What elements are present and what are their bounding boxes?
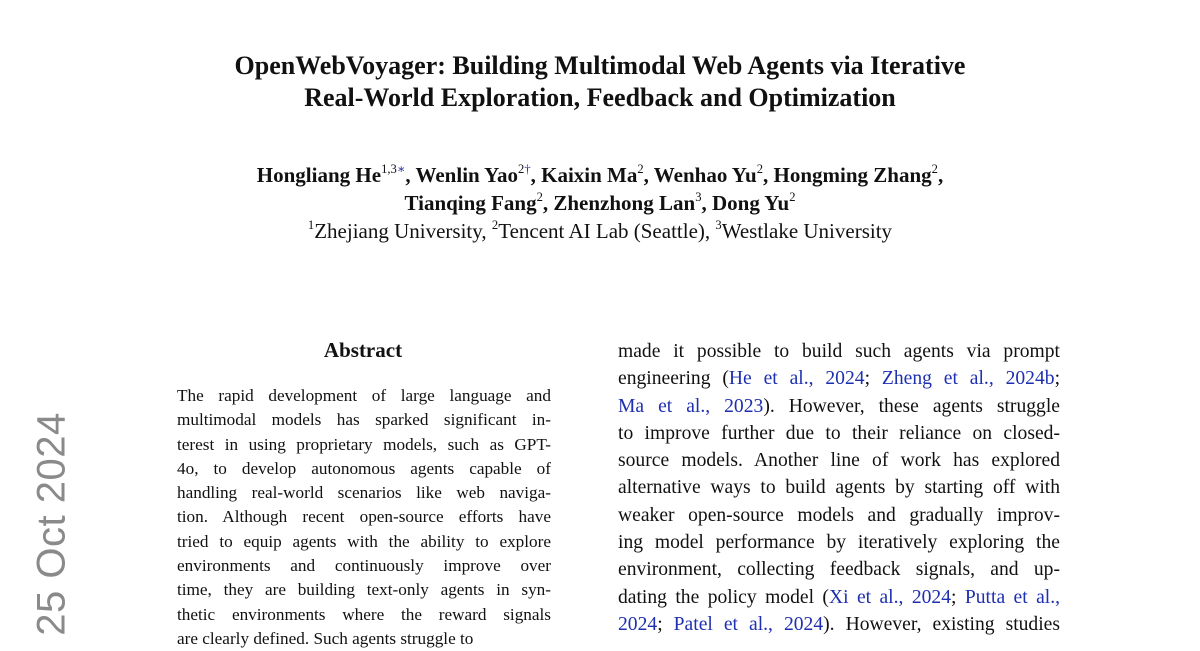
author-name: Wenlin Yao <box>415 163 519 187</box>
intro-text-run: ; <box>951 586 965 608</box>
abstract-line: tried to equip agents with the ability to explore <box>177 531 551 551</box>
affiliations-line <box>150 217 1050 245</box>
author-affiliation-index: 2 <box>536 190 543 205</box>
abstract-body <box>177 384 551 651</box>
abstract-line: time, they are building text-only agents in syn- <box>177 580 551 600</box>
affiliation-index: 1 <box>307 218 315 233</box>
author-affiliation-index: 1,3 <box>381 162 397 177</box>
author-name: Zhenzhong Lan <box>553 191 696 215</box>
paper-title <box>150 50 1050 114</box>
author-affiliation-index: 2 <box>518 162 525 177</box>
intro-text-run: alternative ways to build agents by starting off with <box>618 477 1060 499</box>
affiliation-name: Westlake University <box>721 219 893 243</box>
abstract-line: terest in using proprietary models, such as GPT- <box>177 434 551 454</box>
intro-line <box>618 502 1060 529</box>
intro-line <box>618 338 1060 365</box>
affiliation-name: Tencent AI Lab (Seattle) <box>498 219 705 243</box>
intro-text-run: ). However, these agents struggle <box>763 395 1060 417</box>
citation-link: Patel et al., 2024 <box>673 613 824 635</box>
intro-text-run: ; <box>657 613 674 635</box>
affiliation-index: 3 <box>715 218 722 233</box>
author-note-mark: † <box>524 162 531 177</box>
affiliation-separator: , <box>704 219 716 243</box>
intro-line <box>618 584 1060 611</box>
abstract-line: environments and continuously improve over <box>177 556 551 576</box>
intro-line <box>618 611 1060 638</box>
author-separator: , <box>542 191 554 215</box>
abstract-line: 4o, to develop autonomous agents capable of <box>177 458 551 478</box>
author-separator: , <box>530 163 542 187</box>
citation-link: Ma et al., 2023 <box>618 395 764 417</box>
title-line-1: OpenWebVoyager: Building Multimodal Web Agents via Iterative <box>234 51 966 80</box>
intro-text-run: ; <box>1054 368 1061 390</box>
intro-text-run: source models. Another line of work has explored <box>618 450 1060 472</box>
author-separator: , <box>763 163 774 187</box>
intro-text-run: weaker open-source models and gradually improv- <box>618 504 1060 526</box>
intro-text-run: ). However, existing studies <box>823 613 1060 635</box>
abstract-line: thetic environments where the reward signals <box>177 604 551 624</box>
title-line-2: Real-World Exploration, Feedback and Optimization <box>304 83 896 112</box>
author-line-1 <box>150 161 1050 189</box>
intro-line <box>618 556 1060 583</box>
author-line-2 <box>150 189 1050 217</box>
author-block <box>150 161 1050 245</box>
abstract-line: The rapid development of large language and <box>177 386 551 405</box>
affiliation-separator: , <box>481 219 492 243</box>
author-affiliation-index: 2 <box>789 190 796 205</box>
arxiv-date-stamp: 25 Oct 2024 <box>29 412 74 636</box>
author-name: Tianqing Fang <box>404 191 537 215</box>
affiliation-name: Zhejiang University <box>314 219 482 243</box>
author-affiliation-index: 2 <box>931 162 938 177</box>
abstract-heading: Abstract <box>323 338 403 362</box>
author-separator: , <box>405 163 416 187</box>
author-name: Hongliang He <box>256 163 382 187</box>
intro-line <box>618 365 1060 392</box>
intro-text-run: to improve further due to their reliance on closed- <box>618 422 1060 444</box>
abstract-line: multimodal models has sparked significant in- <box>177 410 551 430</box>
intro-line <box>618 474 1060 501</box>
intro-line <box>618 420 1060 447</box>
author-name: Hongming Zhang <box>773 163 932 187</box>
citation-link: Zheng et al., 2024b <box>881 368 1055 390</box>
author-name: Kaixin Ma <box>541 163 638 187</box>
citation-link: Xi et al., 2024 <box>828 586 952 608</box>
citation-link: Putta et al., <box>964 586 1061 608</box>
intro-text-run: engineering ( <box>618 368 729 390</box>
author-note-mark: ∗ <box>396 162 406 177</box>
author-name: Dong Yu <box>711 191 790 215</box>
author-name: Wenhao Yu <box>653 163 757 187</box>
intro-text-run: ; <box>864 368 882 390</box>
intro-text-run: ing model performance by iteratively exploring the <box>618 532 1060 554</box>
author-separator: , <box>937 163 944 187</box>
intro-line <box>618 529 1060 556</box>
citation-link: 2024 <box>618 613 658 635</box>
author-affiliation-index: 2 <box>756 162 764 177</box>
author-separator: , <box>701 191 712 215</box>
author-affiliation-index: 2 <box>637 162 644 177</box>
abstract-line: tion. Although recent open-source efforts have <box>177 507 551 527</box>
abstract-line: handling real-world scenarios like web naviga- <box>177 483 551 503</box>
introduction-body <box>618 338 1060 638</box>
author-separator: , <box>643 163 654 187</box>
intro-text-run: dating the policy model ( <box>618 586 829 608</box>
citation-link: He et al., 2024 <box>728 368 865 390</box>
abstract-line: are clearly defined. Such agents struggle to <box>177 628 474 648</box>
intro-line <box>618 393 1060 420</box>
intro-line <box>618 447 1060 474</box>
author-affiliation-index: 3 <box>695 190 702 205</box>
intro-text-run: environment, collecting feedback signals, and up- <box>618 559 1060 581</box>
affiliation-index: 2 <box>491 218 499 233</box>
intro-text-run: made it possible to build such agents via prompt <box>618 341 1060 362</box>
